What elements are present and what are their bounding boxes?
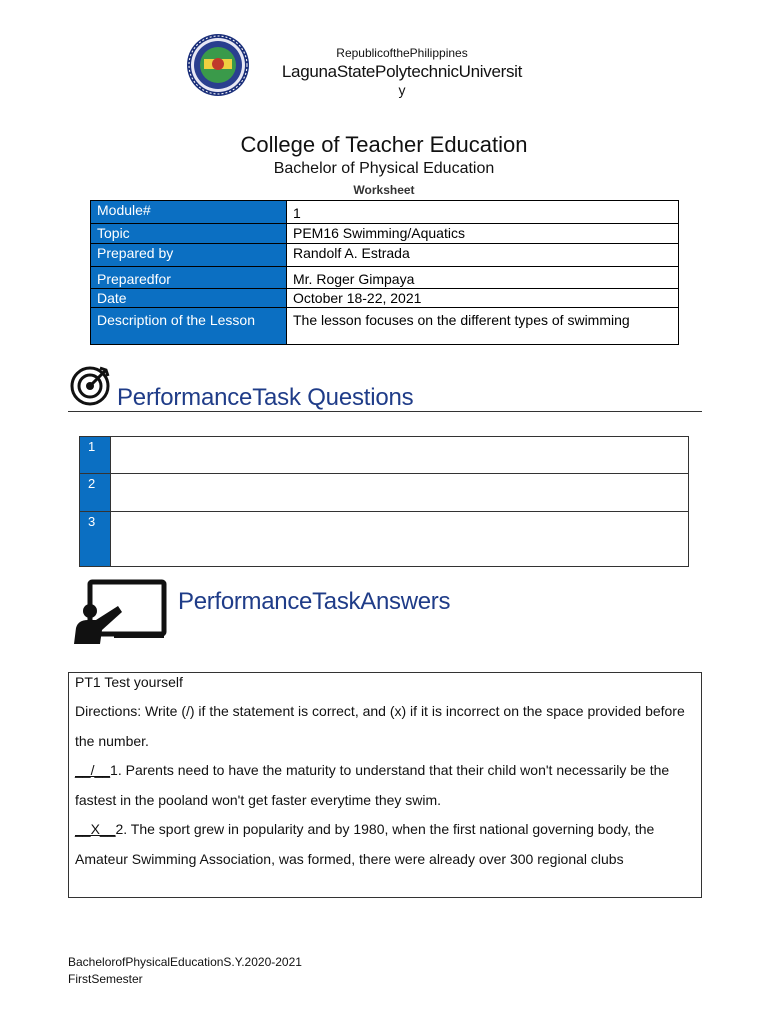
row-value: PEM16 Swimming/Aquatics [287,224,679,244]
university-name-wrap: y [398,82,406,98]
answer-blank[interactable]: __/__ [75,762,111,778]
item-text: 1. Parents need to have the maturity to understand that their child won't necessarily be the fastest in the pooland won't get faster everytime they swim. [75,762,670,808]
section-divider [68,411,702,412]
table-row [91,289,679,308]
university-name: LagunaStatePolytechnicUniversit [281,62,523,81]
table-row [80,474,689,512]
performance-answers-title: PerformanceTaskAnswers [178,588,451,615]
row-value: The lesson focuses on the different types of swimming [287,308,679,345]
row-label: Prepared by [91,244,287,267]
table-row [91,244,679,267]
list-item [75,815,695,874]
row-value: Mr. Roger Gimpaya [287,267,679,289]
row-value: October 18-22, 2021 [287,289,679,308]
worksheet-label: Worksheet [353,183,415,197]
republic-text: RepublicofthePhilippines [336,46,468,60]
table-row [80,512,689,567]
presentation-teacher-icon [70,578,170,648]
row-value: Randolf A. Estrada [287,244,679,267]
question-answer-cell[interactable] [111,437,689,474]
table-row [91,224,679,244]
degree-title: Bachelor of Physical Education [273,160,495,177]
college-title: College of Teacher Education [240,132,528,157]
row-label: Topic [91,224,287,244]
performance-questions-title: PerformanceTask Questions [117,384,414,411]
table-row [91,201,679,224]
questions-table [79,436,689,567]
answer-blank[interactable]: __X__ [75,821,116,837]
table-row [80,437,689,474]
footer-program-year: BachelorofPhysicalEducationS.Y.2020-2021 [68,955,302,969]
answers-heading: PT1 Test yourself [75,674,183,690]
table-row [91,267,679,289]
answers-box [68,672,702,898]
question-number: 2 [80,474,111,512]
footer-semester: FirstSemester [68,972,143,986]
target-icon [70,364,112,406]
question-answer-cell[interactable] [111,512,689,567]
footer [68,954,302,988]
table-row [91,308,679,345]
item-text: 2. The sport grew in popularity and by 1980, when the first national governing body, the Amateur Swimming Association, was formed, there were already over 300 regional clubs [75,821,655,867]
answers-directions: Directions: Write (/) if the statement is correct, and (x) if it is incorrect on the space provided before the number. [75,703,685,749]
question-answer-cell[interactable] [111,474,689,512]
row-label: Date [91,289,287,308]
row-value: 1 [287,201,679,224]
university-seal [186,32,250,98]
row-label: Module# [91,201,287,224]
list-item [75,756,695,815]
question-number: 3 [80,512,111,567]
row-label: Description of the Lesson [91,308,287,345]
module-info-table [90,200,679,345]
row-label: Preparedfor [91,267,287,289]
question-number: 1 [80,437,111,474]
